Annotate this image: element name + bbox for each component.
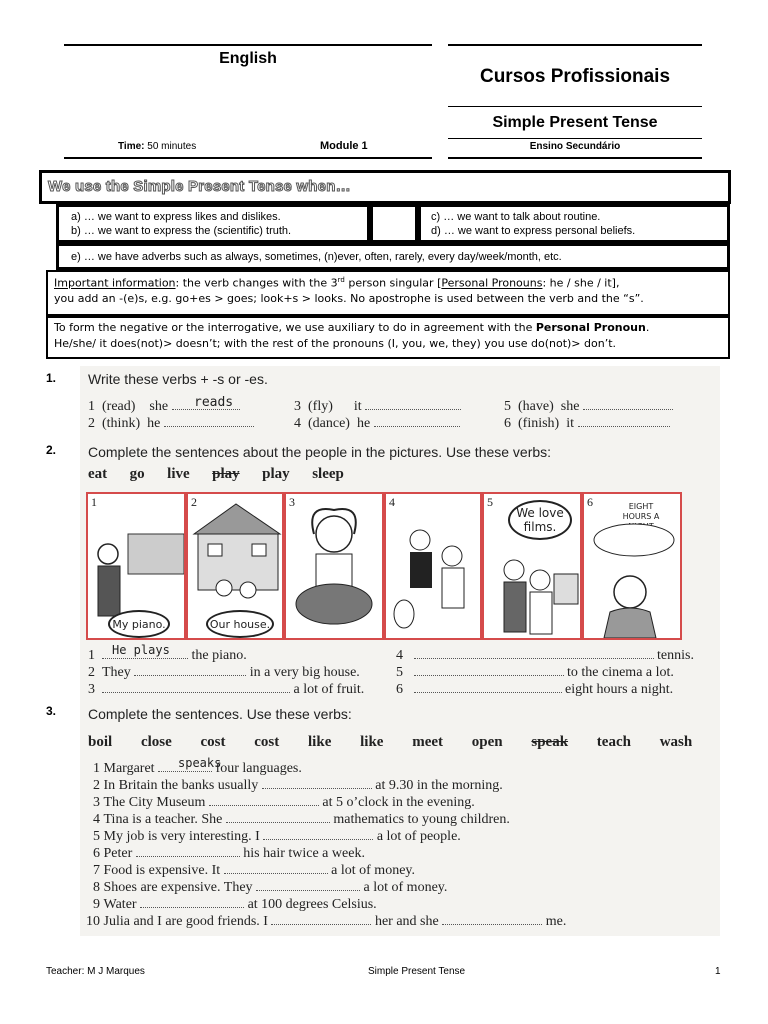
topic-title: Simple Present Tense	[492, 114, 658, 131]
ex2-verb: sleep	[312, 466, 344, 482]
picture-panel-4: 4	[384, 492, 482, 640]
level-label: Ensino Secundário	[529, 141, 621, 152]
ex2-verbs	[88, 466, 344, 483]
ex3-sentence-5: 5 My job is very interesting. I a lot of people.	[93, 829, 461, 844]
ex2-sentence-1: 1 the piano.	[88, 648, 247, 663]
ex1-answer-1[interactable]: reads	[194, 395, 234, 410]
ex2-verb-crossed: play	[212, 466, 240, 482]
panel-6-caption: EIGHT HOURS A	[622, 502, 660, 521]
ex1-item-4: 4 (dance) he	[294, 416, 460, 432]
usage-a: a) … we want to express likes and dislikes.	[71, 211, 281, 223]
ex2-answer-1[interactable]: He plays	[112, 643, 170, 657]
picture-panel-2: 2 Our house.	[186, 492, 284, 640]
ex3-sentence-3: 3 The City Museum at 5 o’clock in the evening.	[93, 795, 475, 810]
usage-d: d) … we want to express personal beliefs.	[431, 225, 636, 237]
ex2-verb: go	[129, 466, 145, 482]
subject-title: English	[219, 50, 277, 67]
negative-line1: To form the negative or the interrogative, we use auxiliary to do in agreement with the Personal Pronoun.	[54, 321, 650, 334]
module-label: Module 1	[320, 140, 368, 152]
footer-teacher: Teacher: M J Marques	[46, 966, 145, 977]
picture-panel-3: 3	[284, 492, 384, 640]
ex3-answer-1[interactable]: speaks	[178, 756, 222, 770]
usage-c: c) … we want to talk about routine.	[431, 211, 601, 223]
picture-panel-6: 6 EIGHT HOURS A	[582, 492, 682, 640]
panel-5-bubble: We love films.	[508, 500, 572, 540]
ex2-sentence-6: 6 eight hours a night.	[396, 682, 674, 697]
ex2-sentence-5: 5 to the cinema a lot.	[396, 665, 674, 680]
panel-2-bubble: Our house.	[206, 610, 274, 638]
course-title: Cursos Profissionais	[479, 66, 671, 87]
usage-ab-box	[56, 204, 370, 243]
ex3-scan	[80, 700, 720, 936]
ex3-verbs: boil close cost cost like like meet open speak teach wash	[88, 734, 693, 750]
ex2-number: 2.	[46, 443, 57, 457]
usage-b: b) … we want to express the (scientific) truth.	[71, 225, 292, 237]
ex1-title: Write these verbs + -s or -es.	[88, 371, 268, 387]
ex3-sentence-10: 10 Julia and I are good friends. I her and she me.	[86, 914, 567, 929]
usage-title: We use the Simple Present Tense when…	[48, 178, 351, 195]
ex3-sentence-4: 4 Tina is a teacher. She mathematics to young children.	[93, 812, 510, 827]
info-box	[46, 270, 730, 316]
info-line2: you add an -(e)s, e.g. go+es > goes; look+s > looks. No apostrophe is used between the verb and the “s”.	[54, 292, 644, 305]
ex2-scan	[80, 438, 720, 700]
ex2-title: Complete the sentences about the people in the pictures. Use these verbs:	[88, 444, 552, 460]
footer-page-number: 1	[715, 966, 721, 977]
ex3-sentence-7: 7 Food is expensive. It a lot of money.	[93, 863, 416, 878]
ex1-item-6: 6 (finish) it	[504, 416, 670, 432]
ex2-verb: live	[167, 466, 190, 482]
time-info: Time: 50 minutes	[118, 141, 197, 152]
usage-cd-box	[418, 204, 730, 243]
negative-line2: He/she/ it does(not)> doesn’t; with the rest of the pronouns (I, you, we, they) you use do(not)> don’t.	[54, 337, 617, 350]
ex1-item-1: 1 (read) she	[88, 399, 240, 415]
ex2-sentence-3: 3 a lot of fruit.	[88, 682, 365, 697]
ex3-title: Complete the sentences. Use these verbs:	[88, 706, 352, 722]
ex1-scan	[80, 366, 720, 438]
ex3-sentence-2: 2 In Britain the banks usually at 9.30 in the morning.	[93, 778, 503, 793]
footer-title: Simple Present Tense	[368, 966, 466, 977]
panel-1-bubble: My piano.	[108, 610, 170, 638]
ex3-sentence-1: 1 Margaret four languages.	[93, 761, 302, 776]
usage-title-box	[39, 170, 731, 204]
picture-panel-1: 1 My piano.	[86, 492, 186, 640]
usage-e-box	[56, 243, 730, 270]
ex2-sentence-4: 4 tennis.	[396, 648, 694, 663]
usage-e: e) … we have adverbs such as always, sometimes, (n)ever, often, rarely, every day/week/month, etc.	[71, 251, 562, 263]
info-line1: Important information: the verb changes with the 3rd person singular [Personal Pronouns: he / she / it],	[54, 276, 620, 290]
ex3-sentence-9: 9 Water at 100 degrees Celsius.	[93, 897, 377, 912]
ex3-number: 3.	[46, 704, 57, 718]
ex1-number: 1.	[46, 371, 57, 385]
ex2-verb: eat	[88, 466, 108, 482]
ex3-sentence-8: 8 Shoes are expensive. They a lot of money.	[93, 880, 448, 895]
ex1-item-3: 3 (fly) it	[294, 399, 461, 415]
usage-middle-box	[370, 204, 418, 243]
ex3-sentence-6: 6 Peter his hair twice a week.	[93, 846, 365, 861]
ex3-sentences	[86, 760, 566, 930]
picture-panel-5: 5 We love films.	[482, 492, 582, 640]
ex2-verb: play	[262, 466, 290, 482]
ex1-item-5: 5 (have) she	[504, 399, 673, 415]
negative-box	[46, 316, 730, 359]
ex2-sentence-2: 2 They in a very big house.	[88, 665, 360, 680]
ex1-item-2: 2 (think) he	[88, 416, 254, 432]
